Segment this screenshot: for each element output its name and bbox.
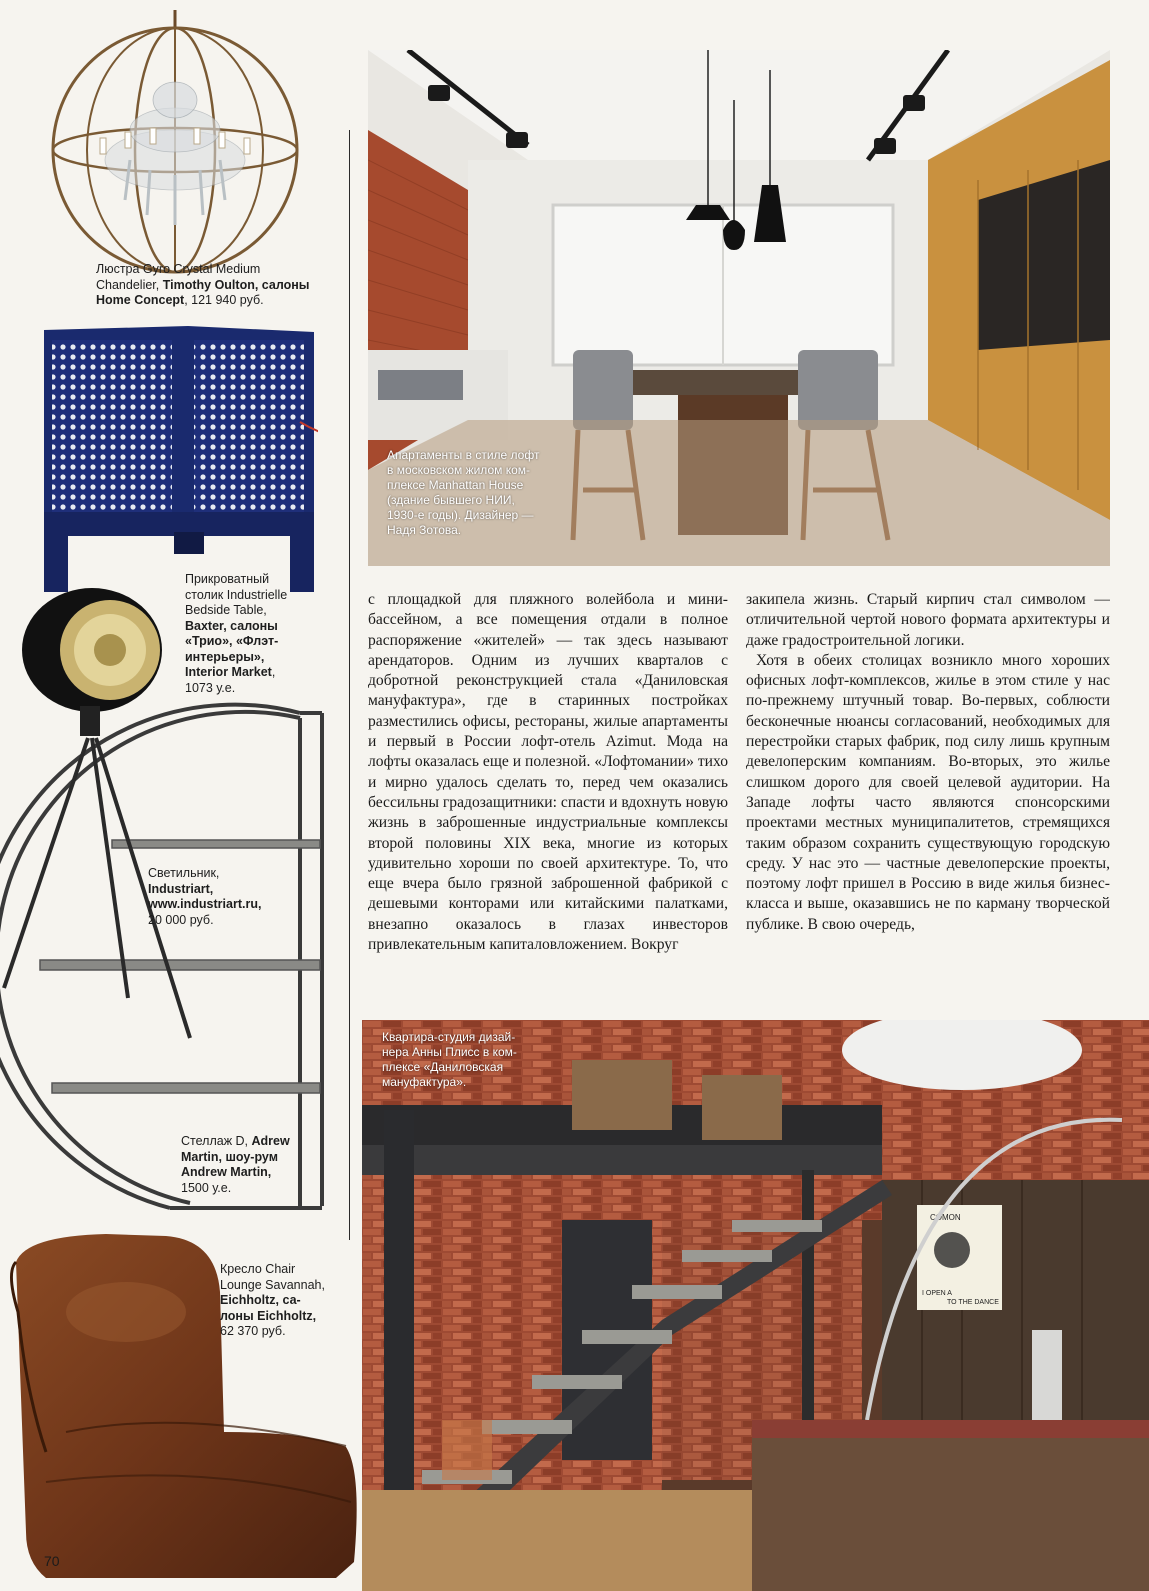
page-number: 70 bbox=[44, 1553, 60, 1569]
poster-text-1: COMON bbox=[930, 1213, 961, 1222]
article-col2-paragraph-1: закипела жизнь. Старый кирпич стал символом — отличительной чертой нового формата архитектуры и даже градостроительной логики. bbox=[746, 591, 1110, 649]
studio-photo-bottom bbox=[362, 1020, 1149, 1591]
bedside-table-image bbox=[38, 322, 318, 594]
column-divider bbox=[349, 130, 350, 1240]
bottom-photo-caption: Квартира-студия дизай- нера Анны Плисс в ком- плексе «Даниловская мануфактура». bbox=[382, 1030, 517, 1089]
shelf-caption: Стеллаж D, Adrew Martin, шоу-рум Andrew Martin, 1500 у.е. bbox=[181, 1134, 290, 1195]
chandelier-caption: Люстра Gyro Crystal Medium Chandelier, Timothy Oulton, салоны Home Concept, 121 940 руб. bbox=[96, 262, 310, 307]
chair-caption: Кресло Chair Lounge Savannah, Eichholtz, са- лоны Eichholtz, 62 370 руб. bbox=[220, 1262, 325, 1338]
article-column-1 bbox=[368, 590, 728, 1010]
article-col1-paragraph: с площадкой для пляжного волейбола и мини-бассейном, а все помещения отдали в полное распоряжение «жителей» — так здесь называют арендаторов. Одним из лучших кварталов с добротной реконструкцией стала «Даниловская мануфактура», где в старинных постройках разместились офисы, рестораны, жилые апартаменты и первый в России лофт-отель Azimut. Мода на лофты оказалась еще и полезной. «Лофтомании» тихо и мирно удалось сделать то, перед чем оказались бессильны градозащитники: спасти и вдохнуть новую жизнь в заброшенные индустриальные комплексы второй половины XIX века, многие из которых удивительно хороши по своей архитектуре. То, что еще вчера было грязной заброшенной фабрикой с дешевыми конторами или китайскими палатками, внезапно оказалось в глазах инвесторов привлекательным капиталовложением. Вокруг bbox=[368, 591, 728, 954]
poster-text-3: TO THE DANCE bbox=[947, 1299, 999, 1306]
top-photo-caption: Апартаменты в стиле лофт в московском жилом ком- плексе Manhattan House (здание бывшего НИИ, 1930-е годы). Дизайнер — Надя Зотова. bbox=[387, 448, 540, 537]
lamp-caption: Светильник, Industriart, www.industriart.ru, 20 000 руб. bbox=[148, 866, 262, 927]
poster-text-2: I OPEN A bbox=[922, 1290, 952, 1297]
chandelier-image bbox=[30, 10, 320, 275]
article-col2-paragraph-2: Хотя в обеих столицах возникло много хороших офисных лофт-комплексов, жилье в этом стиле у нас по-прежнему штучный товар. Во-первых, соблюсти бесконечные нюансы согласований, необходимых для перестройки старых фабрик, под силу лишь крупным девелоперским компаниям. Во-вторых, это жилье слишком дорого для своей целевой аудитории. На Западе лофты часто являются спонсорскими проектами местных муниципалитетов, стремящихся таким образом сохранить существующую городскую среду. У нас это — частные девелоперские проекты, поэтому лофт пришел в Россию в виде жилья бизнес-класса и выше, оказавшись не по карману творческой публике. В свою очередь, bbox=[746, 651, 1110, 933]
bedside-table-caption: Прикроватный столик Industrielle Bedside Table, Baxter, салоны «Трио», «Флэт- интерьеры», Interior Market, 1073 у.е. bbox=[185, 572, 288, 695]
article-column-2 bbox=[746, 590, 1110, 1010]
